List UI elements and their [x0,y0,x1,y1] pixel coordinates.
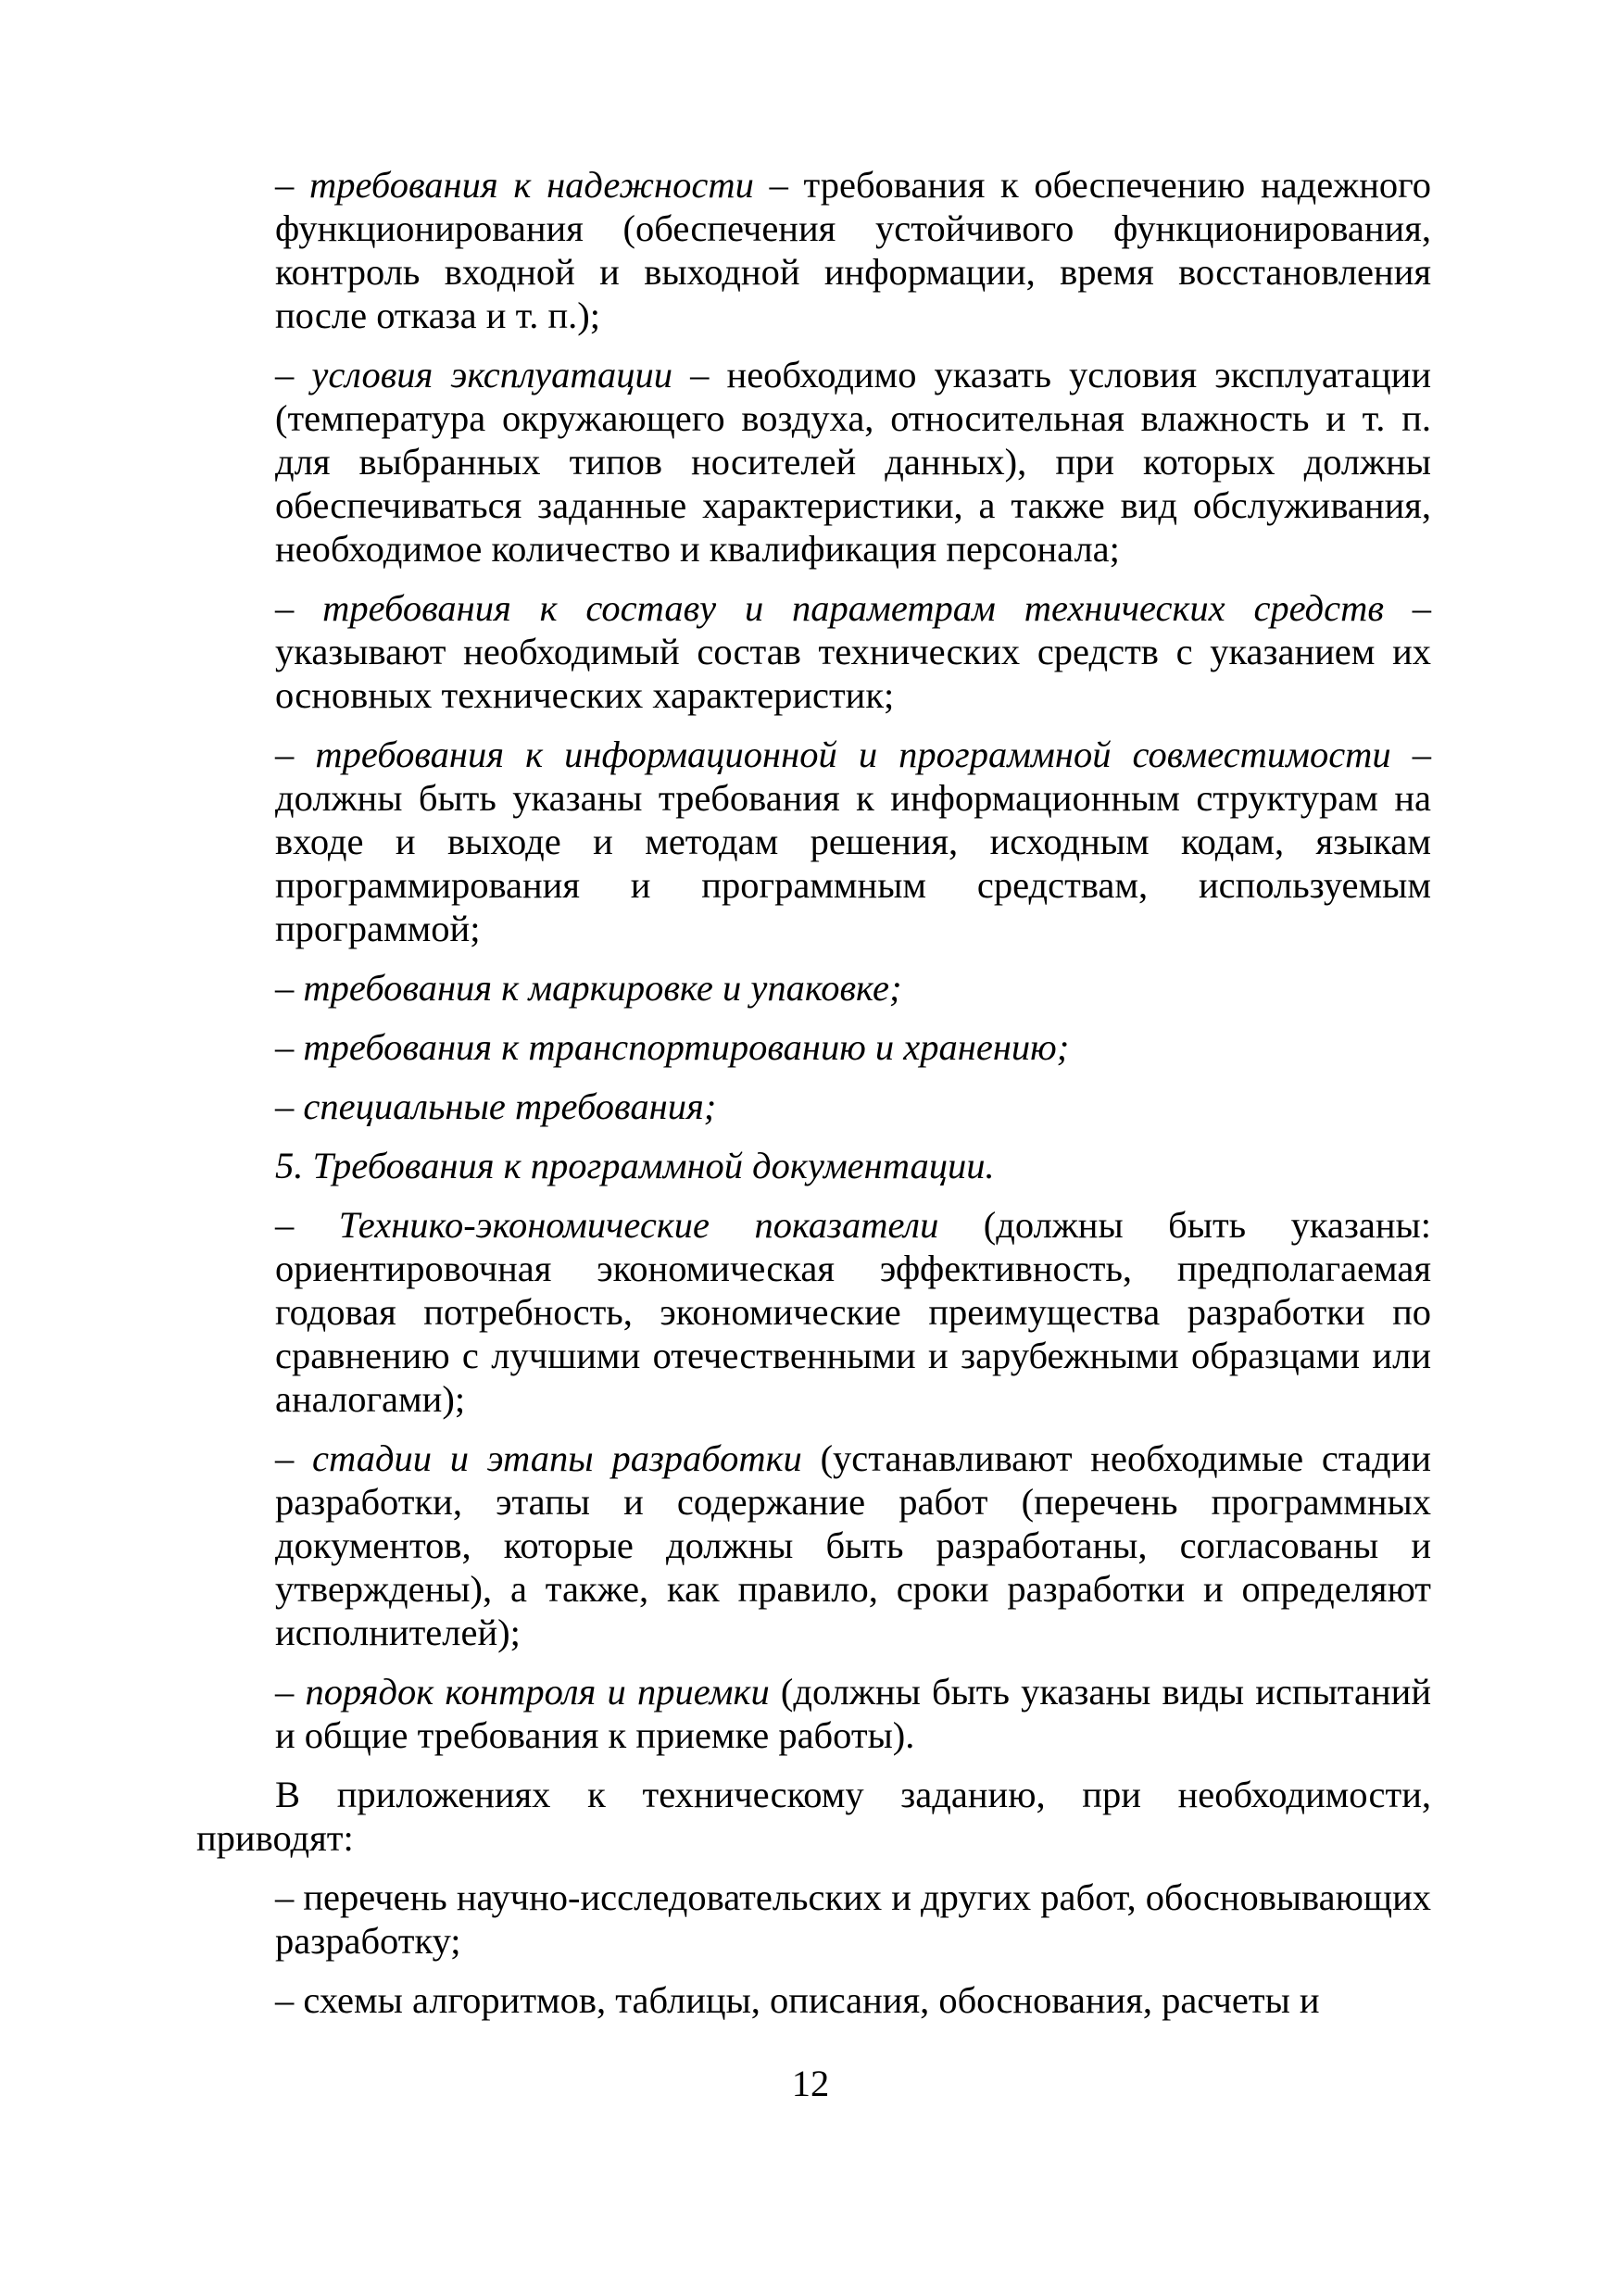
paragraph-text: – требования к обеспечению надежного функционирования (обеспечения устойчивого функционирования, контроль входной и выходной информации, время восстановления после отказа и т. п.); [275,164,1431,336]
dash: – [275,1204,339,1246]
dash: – [275,164,309,206]
dash: – [275,1085,304,1127]
term-italic: требования к маркировке и упаковке; [303,967,902,1009]
paragraph-compatibility [275,733,1431,950]
dash: – [275,1671,306,1713]
dash: – [275,967,304,1009]
paragraph-marking [275,966,1431,1010]
paragraph-acceptance [275,1670,1431,1757]
term-italic: условия эксплуатации [311,354,673,395]
paragraph-transport [275,1025,1431,1069]
dash: – [275,354,312,395]
paragraph-text: (устанавливают необходимые стадии разработки, этапы и содержание работ (перечень программных документов, которые должны быть разработаны, согласованы и утверждены), а также, как правило, сроки разработки и определяют исполнителей); [275,1437,1432,1653]
paragraph-operating-conditions [275,353,1431,571]
term-italic: стадии и этапы разработки [312,1437,802,1479]
page-body [196,163,1432,2038]
paragraph-text: – необходимо указать условия эксплуатации (температура окружающего воздуха, относительная влажность и т. п. для выбранных типов носителей данных), при которых должны обеспечиваться заданные характеристики, а также вид обслуживания, необходимое количество и квалификация персонала; [275,354,1432,570]
dash: – [275,587,323,629]
appendix-item: – схемы алгоритмов, таблицы, описания, обоснования, расчеты и [275,1979,1320,2021]
dash: – [275,1437,313,1479]
term-italic: Технико-экономические показатели [338,1204,939,1246]
appendix-item: – перечень научно-исследовательских и других работ, обосновывающих разработку; [275,1876,1431,1962]
paragraph-special [275,1085,1431,1128]
paragraph-text: (должны быть указаны: ориентировочная экономическая эффективность, предполагаемая годовая потребность, экономические преимущества разработки по сравнению с лучшими отечественными и зарубежными образцами или аналогами); [275,1204,1431,1420]
paragraph-economic-indicators [275,1203,1431,1421]
term-italic: 5. Требования к программной документации. [275,1145,995,1186]
paragraph-technical-means [275,586,1431,717]
term-italic: порядок контроля и приемки [305,1671,770,1713]
term-italic: требования к транспортированию и хранению; [303,1026,1070,1068]
dash: – [275,734,316,775]
paragraph-text: (должны быть указаны виды испытаний и общие требования к приемке работы). [275,1671,1431,1756]
term-italic: требования к составу и параметрам технических средств [322,587,1384,629]
term-italic: специальные требования; [303,1085,717,1127]
paragraph-reliability [275,163,1431,337]
dash: – [275,1026,304,1068]
paragraph-text: – должны быть указаны требования к информационным структурам на входе и выходе и методам решения, исходным кодам, языкам программирования и программным средствам, используемым программой; [275,734,1432,949]
term-italic: требования к информационной и программной совместимости [315,734,1391,775]
section-heading-documentation [275,1144,1431,1187]
term-italic: требования к надежности [308,164,754,206]
paragraph-stages [275,1437,1431,1654]
appendix-intro: В приложениях к техническому заданию, при необходимости, приводят: [196,1774,1431,1859]
page-number: 12 [791,2063,830,2104]
paragraph-text: – указывают необходимый состав технических средств с указанием их основных технических характеристик; [275,587,1432,716]
